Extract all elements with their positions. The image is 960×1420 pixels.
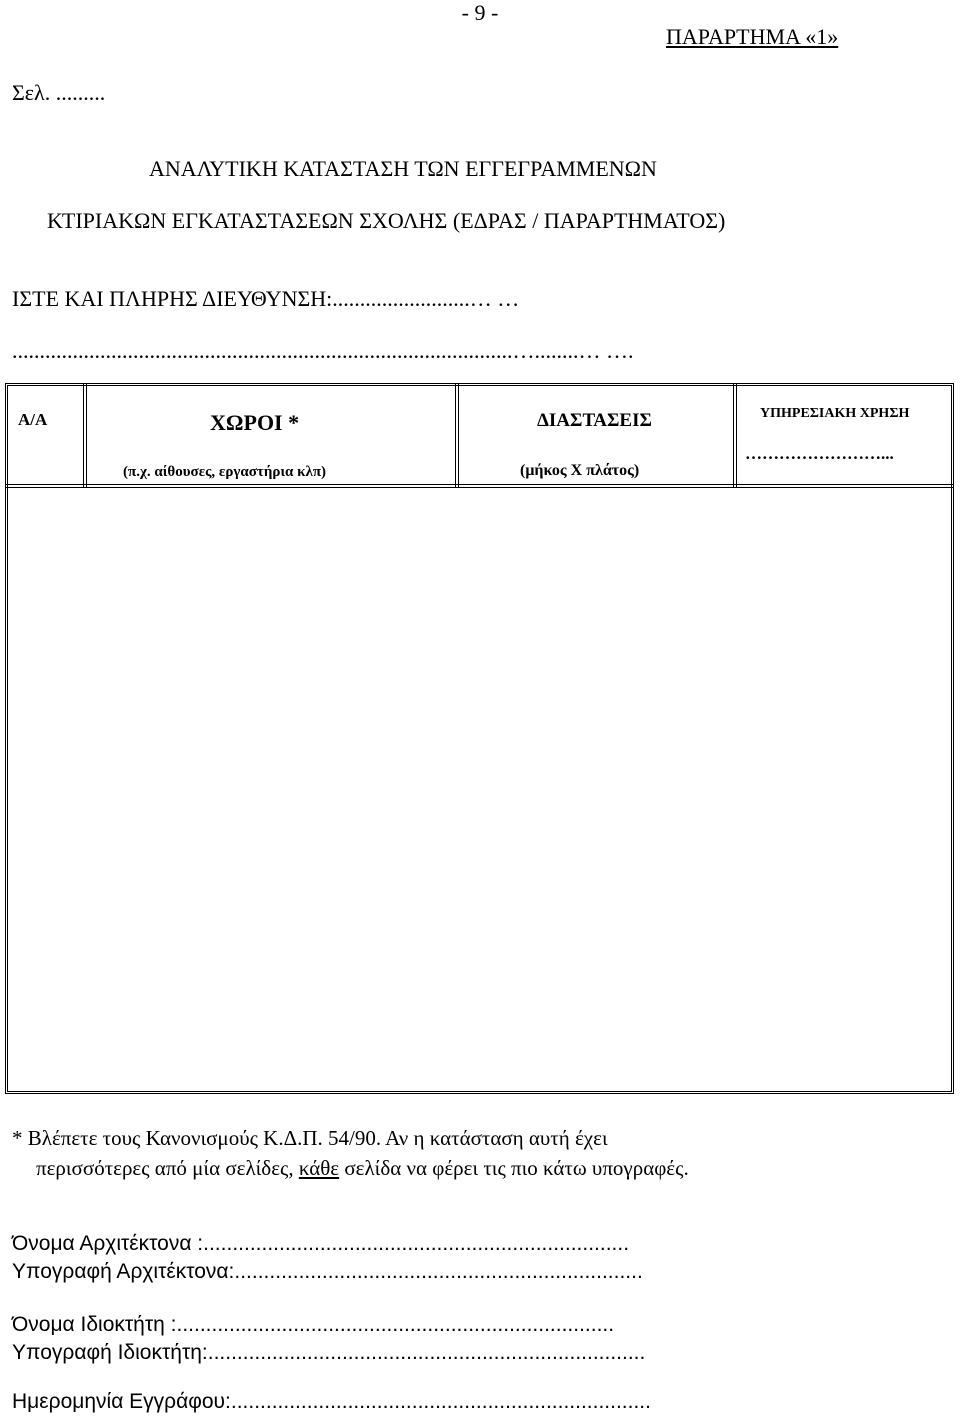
annex-label: ΠΑΡΑΡΤΗΜΑ «1» bbox=[666, 24, 839, 49]
facilities-table bbox=[5, 383, 954, 1094]
column-header-dimensions-note: (μήκος Χ πλάτος) bbox=[520, 462, 640, 479]
address-field-continuation: ...........................................................................................…........… …. bbox=[12, 338, 634, 363]
table-column-divider bbox=[455, 383, 459, 488]
document-title-line-2: ΚΤΙΡΙΑΚΩΝ ΕΓΚΑΤΑΣΤΑΣΕΩΝ ΣΧΟΛΗΣ (ΕΔΡΑΣ / ΠΑΡΑΡΤΗΜΑΤΟΣ) bbox=[47, 208, 726, 233]
architect-name-field: Όνομα Αρχιτέκτονα :......................................................................... bbox=[12, 1232, 630, 1255]
table-column-divider bbox=[733, 383, 737, 488]
document-title-line-1: ΑΝΑΛΥΤΙΚΗ ΚΑΤΑΣΤΑΣΗ ΤΩΝ ΕΓΓΕΓΡΑΜΜΕΝΩΝ bbox=[149, 156, 657, 181]
column-header-service-use-blank: ……………………... bbox=[745, 444, 894, 463]
footnote-text: περισσότερες από μία σελίδες, bbox=[36, 1156, 299, 1180]
footnote-line-1: * Βλέπετε τους Κανονισμούς Κ.Δ.Π. 54/90. Αν η κατάσταση αυτή έχει bbox=[12, 1126, 608, 1150]
table-column-divider bbox=[83, 383, 87, 488]
address-field: ΙΣΤΕ ΚΑΙ ΠΛΗΡΗΣ ΔΙΕΥΘΥΝΣΗ:.........................… … bbox=[12, 286, 520, 311]
document-date-field: Ημερομηνία Εγγράφου:........................................................................ bbox=[12, 1390, 651, 1413]
column-header-spaces: ΧΩΡΟΙ * bbox=[210, 410, 300, 435]
footnote-text: σελίδα να φέρει τις πιο κάτω υπογραφές. bbox=[339, 1156, 689, 1180]
column-header-aa: Α/Α bbox=[18, 410, 48, 429]
owner-name-field: Όνομα Ιδιοκτήτη :........................................................................... bbox=[12, 1313, 615, 1336]
table-header-divider bbox=[5, 484, 954, 488]
column-header-dimensions: ΔΙΑΣΤΑΣΕΙΣ bbox=[537, 410, 652, 431]
architect-signature-field: Υπογραφή Αρχιτέκτονα:...................................................................... bbox=[12, 1260, 643, 1283]
column-header-service-use: ΥΠΗΡΕΣΙΑΚΗ ΧΡΗΣΗ bbox=[760, 406, 910, 421]
page-number: - 9 - bbox=[461, 0, 499, 25]
owner-signature-field: Υπογραφή Ιδιοκτήτη:........................................................................... bbox=[12, 1341, 646, 1364]
footnote-line-2 bbox=[36, 1156, 689, 1181]
footnote-emphasis: κάθε bbox=[298, 1156, 340, 1180]
page-reference: Σελ. ......... bbox=[12, 80, 106, 105]
column-header-spaces-note: (π.χ. αίθουσες, εργαστήρια κλπ) bbox=[123, 464, 327, 480]
